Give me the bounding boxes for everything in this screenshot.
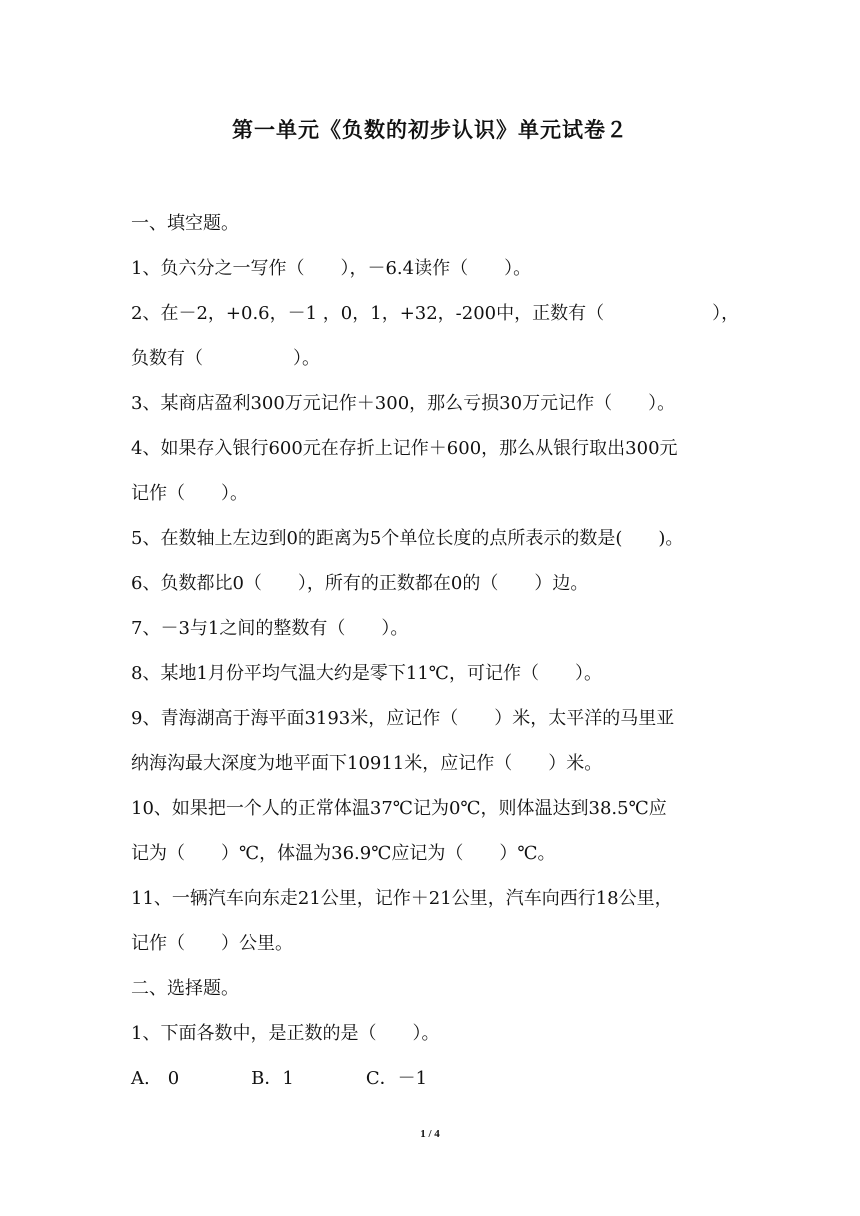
question-text: 记作（ ）公里。: [131, 933, 293, 954]
question-text: 1、负六分之一写作（ ），－6.4读作（ ）。: [131, 258, 532, 279]
answer-options: A. 0 B．1 C．－1: [131, 1068, 428, 1089]
question-text: 11、一辆汽车向东走21公里，记作＋21公里，汽车向西行18公里，: [131, 888, 673, 909]
document-body: [131, 201, 740, 1101]
section-heading-multiple-choice: 二、选择题。: [131, 978, 239, 999]
question-text: 记为（ ）℃，体温为36.9℃应记为（ ）℃。: [131, 843, 556, 864]
page-title: 第一单元《负数的初步认识》单元试卷２: [232, 117, 628, 142]
question-text: 2、在－2，+0.6，－1 ，0，1，+32，-200中，正数有（ ），: [131, 303, 740, 324]
question-text: 9、青海湖高于海平面3193米，应记作（ ）米，太平洋的马里亚: [131, 708, 675, 729]
page-number: 1 / 4: [420, 1128, 440, 1140]
question-text: 5、在数轴上左边到0的距离为5个单位长度的点所表示的数是( )。: [131, 528, 684, 549]
section-heading-fill-blanks: 一、填空题。: [131, 213, 239, 234]
question-text: 8、某地1月份平均气温大约是零下11℃，可记作（ ）。: [131, 663, 602, 684]
question-text: 4、如果存入银行600元在存折上记作＋600，那么从银行取出300元: [131, 438, 678, 459]
question-text: 记作（ ）。: [131, 483, 248, 504]
question-text: 负数有（ ）。: [131, 348, 320, 369]
question-text: 3、某商店盈利300万元记作＋300，那么亏损30万元记作（ ）。: [131, 393, 676, 414]
question-text: 1、下面各数中，是正数的是（ ）。: [131, 1023, 440, 1044]
question-text: 7、－3与1之间的整数有（ ）。: [131, 618, 409, 639]
question-text: 纳海沟最大深度为地平面下10911米，应记作（ ）米。: [131, 753, 603, 774]
question-text: 10、如果把一个人的正常体温37℃记为0℃，则体温达到38.5℃应: [131, 798, 667, 819]
question-text: 6、负数都比0（ ），所有的正数都在0的（ ）边。: [131, 573, 589, 594]
